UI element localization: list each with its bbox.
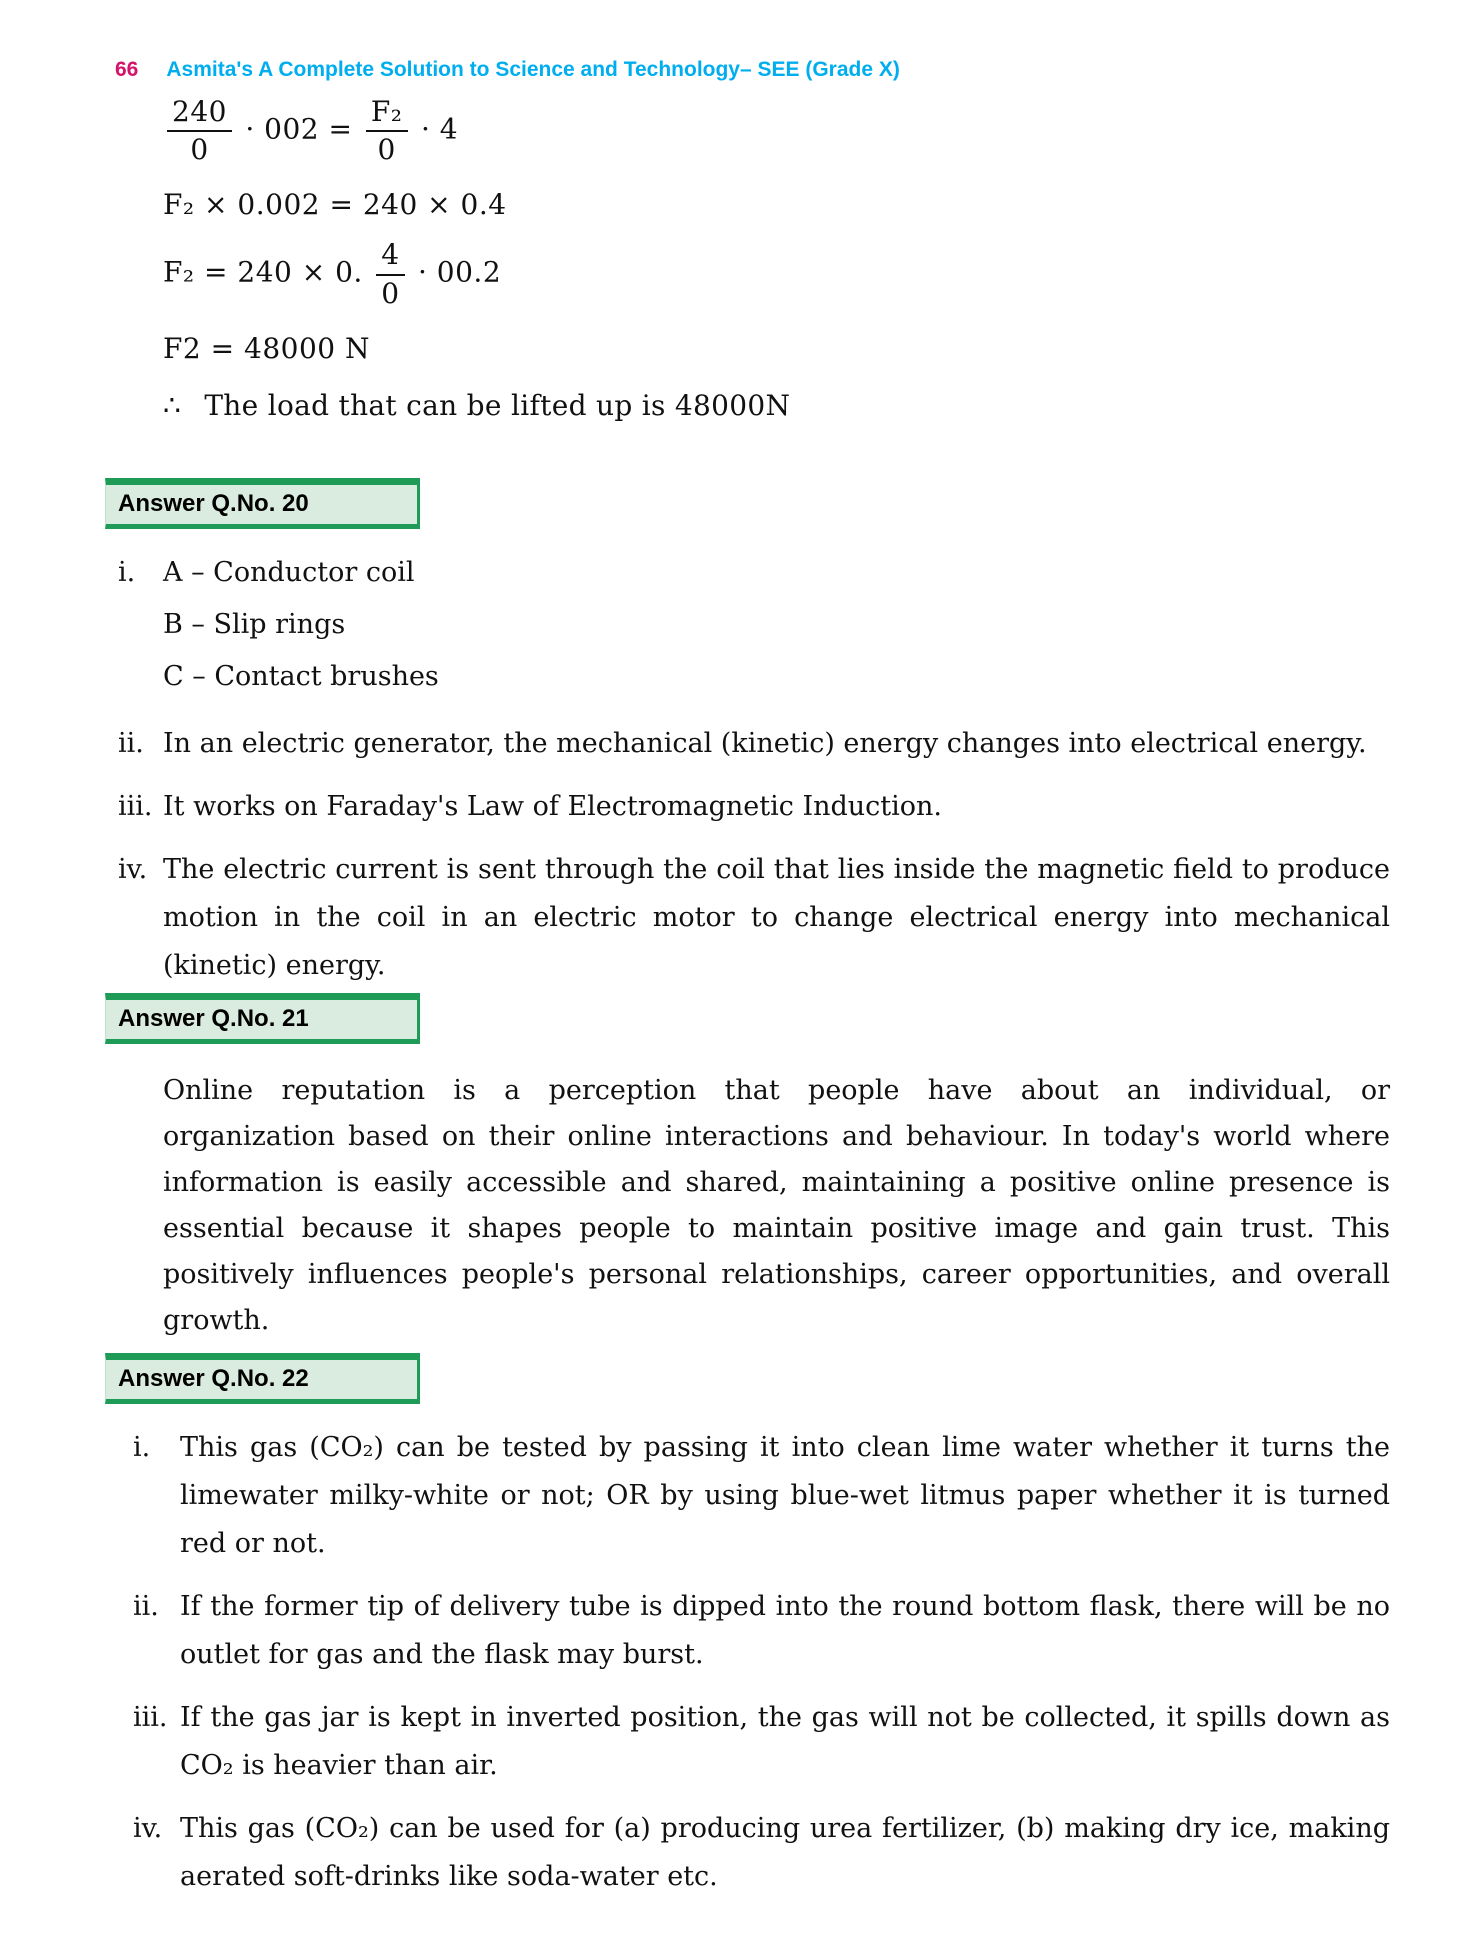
answer-section-22 — [105, 1353, 1390, 1901]
running-header — [115, 58, 1390, 82]
page-number: 66 — [115, 58, 139, 81]
answer-heading-20: Answer Q.No. 20 — [105, 478, 420, 529]
conclusion-text: The load that can be lifted up is 48000N — [204, 388, 791, 422]
numerical-solution — [163, 96, 790, 422]
therefore-symbol: ∴ — [163, 388, 182, 422]
conclusion-line — [163, 389, 790, 422]
equation-4: F2 = 48000 N — [163, 331, 370, 365]
answer-section-21 — [105, 993, 1390, 1344]
list-item: i. This gas (CO₂) can be tested by passing it into clean lime water whether it turns the limewater milky-white or not; OR by using blue-wet litmus paper whether it is turned red or not. — [133, 1432, 1390, 1559]
answer-21-paragraph: Online reputation is a perception that people have about an individual, or organization based on their online interactions and behaviour. In today's world where information is easily accessible and shared, maintaining a positive online presence is essential because it shapes people to maintain positive image and gain trust. This positively influences people's personal relationships, career opportunities, and overall growth. — [163, 1075, 1390, 1336]
equation-2: F₂ × 0.002 = 240 × 0.4 — [163, 188, 507, 222]
list-item: i. A – Conductor coil B – Slip rings C – Contact brushes — [118, 557, 439, 692]
list-item: ii. If the former tip of delivery tube is dipped into the round bottom flask, there will be no outlet for gas and the flask may burst. — [133, 1591, 1390, 1670]
answer-22-list — [105, 1424, 1390, 1901]
list-item: ii. In an electric generator, the mechanical (kinetic) energy changes into electrical energy. — [118, 728, 1367, 759]
list-item: iv. This gas (CO₂) can be used for (a) producing urea fertilizer, (b) making dry ice, making aerated soft-drinks like soda-water etc. — [133, 1813, 1390, 1892]
fraction: $\frac{240}{0}$ — [167, 96, 232, 166]
equation-3: F₂ = 240 × 0. $\frac{4}{0}$ · 00.2 — [163, 238, 502, 310]
list-item: iv. The electric current is sent through the coil that lies inside the magnetic field to produce motion in the coil in an electric motor to change electrical energy into mechanical (kinetic) energy. — [118, 854, 1390, 981]
fraction: $\frac{\text{F₂}}{0}$ — [366, 96, 408, 166]
list-item: iii. It works on Faraday's Law of Electromagnetic Induction. — [118, 791, 943, 822]
answer-20-list — [105, 549, 1390, 990]
answer-heading-22: Answer Q.No. 22 — [105, 1353, 420, 1404]
list-item: iii. If the gas jar is kept in inverted position, the gas will not be collected, it spills down as CO₂ is heavier than air. — [133, 1702, 1390, 1781]
answer-section-20 — [105, 478, 1390, 990]
equation-1: $\frac{240}{0}$ · 002 = $\frac{\text{F₂}}{0}$ · 4 — [163, 96, 790, 166]
book-title: Asmita's A Complete Solution to Science and Technology– SEE (Grade X) — [166, 58, 900, 81]
answer-heading-21: Answer Q.No. 21 — [105, 993, 420, 1044]
fraction: $\frac{4}{0}$ — [376, 239, 404, 309]
